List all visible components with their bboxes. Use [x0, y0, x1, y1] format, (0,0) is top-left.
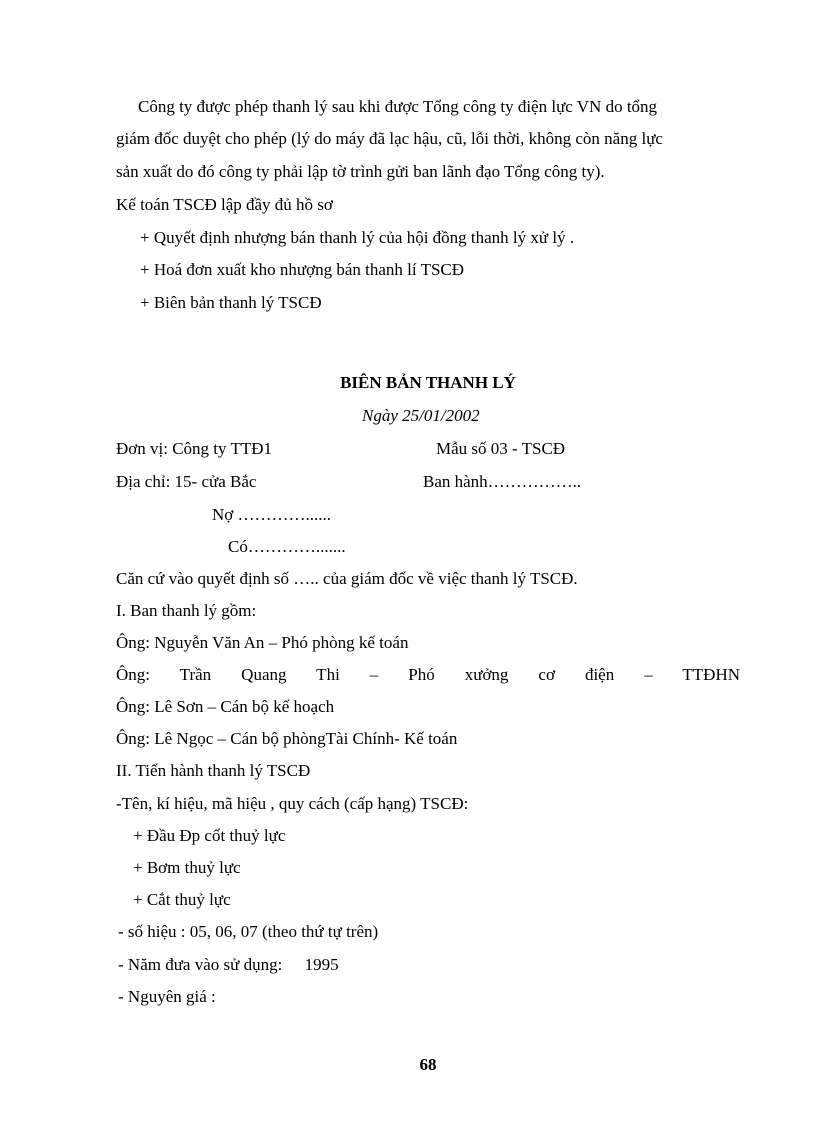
asset-item: + Cắt thuỷ lực: [133, 890, 231, 909]
section-1-heading: I. Ban thanh lý gồm:: [116, 601, 257, 620]
date-label: Ngày: [362, 406, 398, 425]
ten-ki-hieu: -Tên, kí hiệu, mã hiệu , quy cách (cấp hạng) TSCĐ:: [116, 794, 469, 813]
intro-list-item: + Hoá đơn xuất kho nhượng bán thanh lí TSCĐ: [140, 260, 465, 279]
can-cu: Căn cứ vào quyết định số ….. của giám đốc về việc thanh lý TSCĐ.: [116, 569, 578, 588]
nam-su-dung: [118, 954, 339, 976]
so-hieu: - số hiệu : 05, 06, 07 (theo thứ tự trên): [118, 922, 379, 941]
nguyen-gia: - Nguyên giá :: [118, 987, 216, 1006]
date-value: 25/01/2002: [402, 406, 480, 425]
document-date: [362, 405, 480, 427]
co-line: Có………….......: [228, 537, 346, 556]
mau-so: Mẫu số 03 - TSCĐ: [436, 439, 566, 458]
member-line: Ông: Lê Ngọc – Cán bộ phòngTài Chính- Kế toán: [116, 729, 458, 748]
asset-item: + Đầu Đp cốt thuỷ lực: [133, 826, 286, 845]
section-2-heading: II. Tiến hành thanh lý TSCĐ: [116, 761, 311, 780]
dia-chi: Địa chỉ: 15- cửa Bắc: [116, 472, 257, 491]
page-number: 68: [419, 1055, 437, 1074]
document-title: BIÊN BẢN THANH LÝ: [340, 373, 516, 392]
ketoan-line: Kế toán TSCĐ lập đầy đủ hồ sơ: [116, 195, 333, 214]
no-line: Nợ …………......: [212, 505, 332, 524]
nam-su-dung-value: 1995: [304, 955, 339, 974]
intro-paragraph-line-3: sản xuất do đó công ty phải lập tờ trình gửi ban lãnh đạo Tổng công ty).: [116, 162, 605, 181]
member-line: Ông: Lê Sơn – Cán bộ kế hoạch: [116, 697, 335, 716]
member-line: Ông: Trần Quang Thi – Phó xưởng cơ điện – TTĐHN: [116, 665, 740, 684]
don-vi: Đơn vị: Công ty TTĐ1: [116, 439, 273, 458]
intro-paragraph-line-1: Công ty được phép thanh lý sau khi được Tổng công ty điện lực VN do tổng: [138, 97, 658, 116]
intro-list-item: + Biên bản thanh lý TSCĐ: [140, 293, 322, 312]
intro-list-item: + Quyết định nhượng bán thanh lý của hội đồng thanh lý xử lý .: [140, 228, 575, 247]
member-line: Ông: Nguyễn Văn An – Phó phòng kế toán: [116, 633, 409, 652]
nam-su-dung-label: - Năm đưa vào sử dụng:: [118, 955, 283, 974]
intro-paragraph-line-2: giám đốc duyệt cho phép (lý do máy đã lạc hậu, cũ, lỗi thời, không còn năng lực: [116, 129, 663, 148]
asset-item: + Bơm thuỷ lực: [133, 858, 241, 877]
ban-hanh: Ban hành……………..: [423, 472, 582, 491]
